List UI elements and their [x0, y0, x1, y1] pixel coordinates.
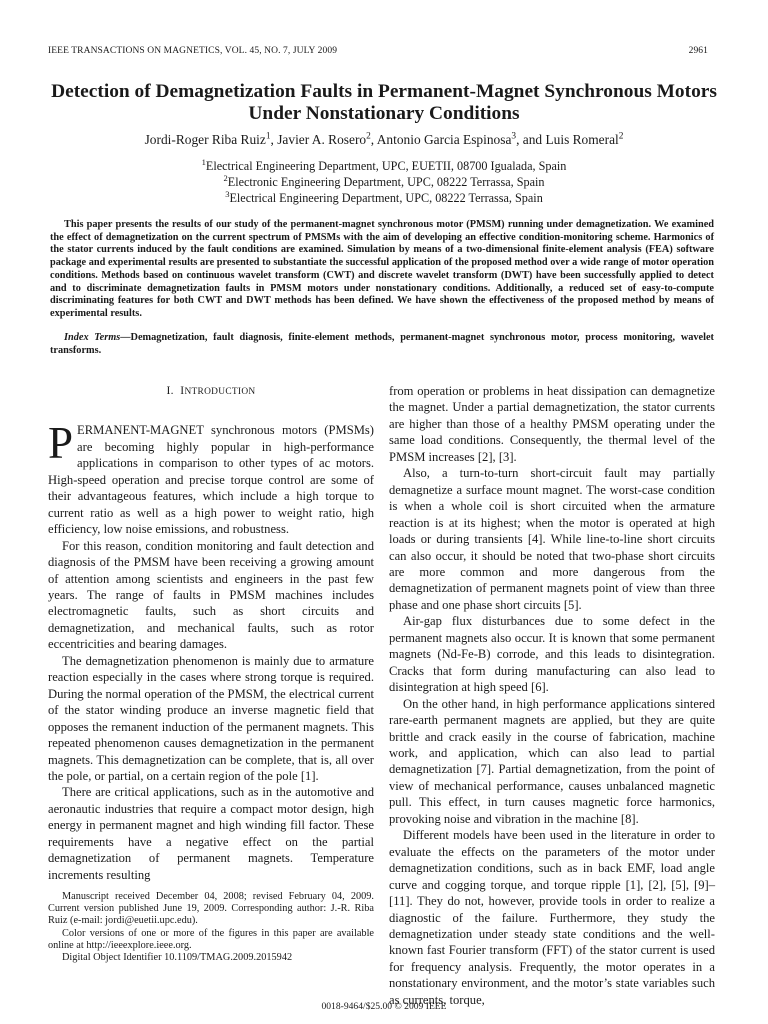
abstract: This paper presents the results of our study of the permanent-magnet synchronous motor (PMSM) running under demagnetization. We examined the effect of demagnetization on the current spectrum of PMSMs with the aim of developing an effective condition-monitoring scheme. Harmonics of the stator currents induced by the fault conditions are examined. Simulation by means of a two-dimensional finite-element analysis (FEA) software package and experimental results are presented to substantiate the successful application of the proposed method over a wide range of motor operation conditions. Methods based on continuous wavelet transform (CWT) and discrete wavelet transform (DWT) have been successfully applied to detect and to discriminate demagnetization faults in PMSM motors under nonstationary conditions. Additionally, a reduced set of easy-to-compute discriminating features for both CWT and DWT methods has been defined. We have shown the effectiveness of the proposed method by means of experimental results.	[50, 219, 714, 319]
index-terms-text: Demagnetization, fault diagnosis, finite-element methods, permanent-magnet synchronous motor, process monitoring, wavelet transforms.	[50, 332, 714, 356]
paragraph: Different models have been used in the literature in order to evaluate the effects on the parameters of the motor under demagnetization conditions, such as in back EMF, load angle curve and cogging torque, and torque ripple [1], [2], [5], [9]–[11]. They do not, however, provide tools in order to realize a diagnostic of the failure. Furthermore, they study the demagnetization under steady state conditions and the well-known fast Fourier transform (FFT) of the stator current is used for frequency analysis. Frequently, the motor operates in a nonstationary environment, and the motor’s state variables such as currents, torque,	[389, 828, 715, 1007]
running-header: IEEE TRANSACTIONS ON MAGNETICS, VOL. 45, NO. 7, JULY 2009	[48, 46, 338, 56]
paragraph: There are critical applications, such as in the automotive and aeronautic industries that require a compact motor design, high energy in permanent magnet and high winding fill factor. These requirements have a negative effect on the partial demagnetization of permanent magnets. Temperature increments resulting	[48, 785, 374, 882]
affiliation	[40, 172, 728, 190]
affiliation-text: Electrical Engineering Department, UPC, 08222 Terrassa, Spain	[229, 191, 543, 205]
affiliation-text: Electronic Engineering Department, UPC, 08222 Terrassa, Spain	[227, 175, 545, 189]
footnote: Digital Object Identifier 10.1109/TMAG.2009.2015942	[62, 952, 293, 964]
paper-title: Detection of Demagnetization Faults in Permanent-Magnet Synchronous Motors Under Nonstationary Conditions	[51, 81, 717, 124]
affiliation	[40, 188, 728, 206]
author: Jordi-Roger Riba Ruiz	[144, 132, 266, 147]
author: Javier A. Rosero	[277, 132, 367, 147]
section-title-initial: I	[180, 384, 185, 397]
paragraph	[48, 418, 374, 537]
right-column	[389, 383, 715, 1008]
paragraph: from operation or problems in heat dissipation can demagnetize the magnet. Under a partial demagnetization, the stator currents are higher than those of a healthy PMSM operating under the same load conditions. Consequently, the thermal level of the PMSM increases [2], [3].	[389, 384, 715, 464]
author: Luis Romeral	[545, 132, 619, 147]
drop-cap: P	[48, 418, 74, 469]
affiliation-mark: 1	[201, 156, 206, 167]
footnote-block	[48, 891, 374, 964]
author-line	[40, 132, 728, 148]
paragraph: Air-gap flux disturbances due to some defect in the permanent magnets also occur. It is known that some permanent magnets (Nd-Fe-B) corrode, and this leads to disintegration. Cracks that form during manufacturing can also lead to disintegration at high speed [6].	[389, 614, 715, 695]
paragraph-text: ERMANENT-MAGNET synchronous motors (PMSMs) are becoming highly popular in high-performance applications in comparison to other types of ac motors. High-speed operation and precise torque control are some of their advantageous features, which include a high torque to current ratio as well as a high power to weight ratio, high efficiency, low noise emissions, and robustness.	[48, 423, 374, 537]
left-column	[48, 383, 374, 883]
copyright-line: 0018-9464/$25.00 © 2009 IEEE	[321, 1001, 447, 1012]
affiliation-mark: 3	[225, 188, 230, 199]
author-affil-mark: 2	[618, 131, 624, 142]
author-separator: ,	[270, 132, 278, 147]
affiliation-text: Electrical Engineering Department, UPC, EUETII, 08700 Igualada, Spain	[205, 159, 567, 173]
paragraph: Also, a turn-to-turn short-circuit fault may partially demagnetize a surface mount magnet. The worst-case condition is when a whole coil is short circuited when the armature reaction is at its highest; when the motor is operated at high loads or during transients [4]. While line-to-line short circuits can also occur, it should be noted that two-phase short circuits are more common and more dangerous from the demagnetization of permanent magnets point of view than three phase and one phase short circuits [5].	[389, 466, 715, 612]
author-affil-mark: 1	[265, 131, 271, 142]
author-affil-mark: 3	[511, 131, 517, 142]
section-number: I.	[166, 384, 174, 397]
index-terms-label: Index Terms	[64, 332, 121, 343]
section-title-rest: NTRODUCTION	[184, 387, 256, 397]
index-terms: Index Terms—Demagnetization, fault diagnosis, finite-element methods, permanent-magnet synchronous motor, process monitoring, wavelet transforms.	[50, 332, 714, 356]
affiliation	[40, 156, 728, 174]
paragraph: The demagnetization phenomenon is mainly due to armature reaction especially in the cases where strong torque is required. During the normal operation of the PMSM, the electrical current of the stator winding produce an inverse magnetic field that opposes the remanent induction of the permanent magnets. This repeated phenomenon causes demagnetization in the permanent magnets. This demagnetization can be complete, that is, all over the pole, or partial, on a certain region of the pole [1].	[48, 653, 374, 783]
affiliation-mark: 2	[223, 172, 228, 183]
paragraph: On the other hand, in high performance applications sintered rare-earth permanent magnets are applied, but they are quite brittle and crack easily in the course of fabrication, machine work, and application, which can also lead to partial demagnetization [7]. Partial demagnetization, from the point of view of mechanical performance, causes unbalanced magnetic pull. This effect, in turn causes magnetic force harmonics, provoking noise and vibration in the machine [8].	[389, 696, 715, 826]
author-affil-mark: 2	[366, 131, 371, 142]
author-separator: ,	[370, 132, 377, 147]
section-heading	[48, 383, 374, 400]
page-number: 2961	[688, 46, 708, 56]
footnote: Color versions of one or more of the figures in this paper are available online at http://ieeexplore.ieee.org.	[48, 927, 374, 951]
footnote: Manuscript received December 04, 2008; revised February 04, 2009. Current version published June 19, 2009. Corresponding author: J.-R. Riba Ruiz (e-mail: jordi@euetii.upc.edu).	[48, 891, 374, 927]
author: Antonio Garcia Espinosa	[376, 132, 512, 147]
author-separator: , and	[516, 132, 546, 147]
paragraph: For this reason, condition monitoring and fault detection and diagnosis of the PMSM have been receiving a growing amount of attention among scientists and engineers in the past few years. The range of faults in PMSM machines includes electromagnetic faults, such as short circuits and demagnetization, and mechanical faults, such as rotor eccentricities and bearing damages.	[48, 538, 374, 652]
